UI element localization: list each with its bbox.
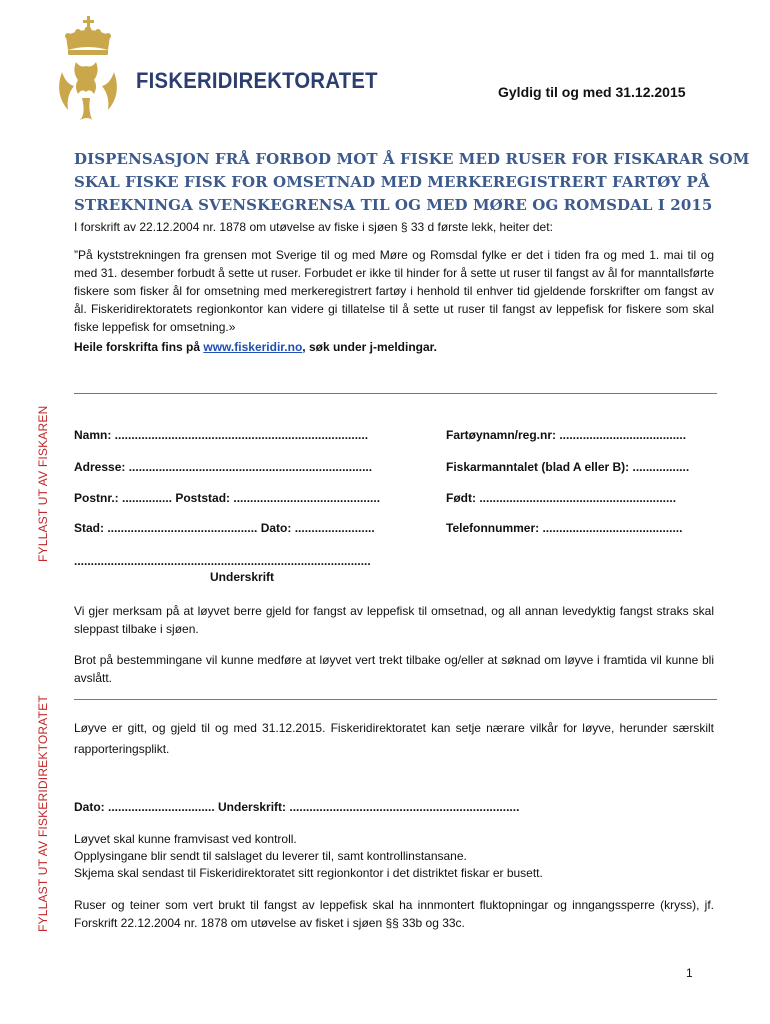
valid-until: Gyldig til og med 31.12.2015 xyxy=(498,84,686,100)
regulation-link-line xyxy=(74,338,714,356)
page-number: 1 xyxy=(686,966,693,980)
born-field[interactable]: Født: ........................................................... xyxy=(446,491,677,505)
section-divider-bottom xyxy=(74,699,717,700)
register-field[interactable]: Fiskarmanntalet (blad A eller B): ................. xyxy=(446,460,690,474)
notice-lumpfish: Vi gjer merksam på at løyvet berre gjeld for fangst av leppefisk til omsetnad, og all annan levedyktig fangst straks skal sleppast tilbake i sjøen. xyxy=(74,604,714,636)
traps-requirement: Ruser og teiner som vert brukt til fangst av leppefisk skal ha innmontert fluktopningar og inngangssperre (kryss), jf. Forskrift 22.12.2004 nr. 1878 om utøvelse av fisket i sjøen §§ 33b og 33c. xyxy=(74,898,714,930)
phone-field[interactable]: Telefonnummer: .......................................... xyxy=(446,521,683,535)
address-field[interactable]: Adresse: ......................................................................... xyxy=(74,460,373,474)
title-line-1: DISPENSASJON FRÅ FORBOD MOT Å FISKE MED RUSER FOR FISKARAR SOM xyxy=(74,150,750,168)
regulation-intro: I forskrift av 22.12.2004 nr. 1878 om utøvelse av fiske i sjøen § 33 d første lekk, heiter det: xyxy=(74,220,553,234)
brand-name: FISKERIDIREKTORATET xyxy=(136,68,378,93)
document-title xyxy=(74,148,750,217)
title-line-2: SKAL FISKE FISK FOR OMSETNAD MED MERKEREGISTRERT FARTØY PÅ xyxy=(74,173,710,191)
directorate-side-label: FYLLAST UT AV FISKERIDIREKTORATET xyxy=(36,695,50,932)
place-date-field[interactable]: Stad: ............................................. Dato: ........................ xyxy=(74,521,375,535)
section-divider-top xyxy=(74,393,717,394)
signature-line[interactable]: ......................................................................................... xyxy=(74,554,371,568)
fiskeridir-link[interactable]: www.fiskeridir.no xyxy=(203,340,303,354)
info-line: Opplysingane blir sendt til salslaget du leverer til, samt kontrollinstansane. xyxy=(74,849,467,863)
control-line: Løyvet skal kunne framvisast ved kontroll. xyxy=(74,832,297,846)
postnr-field[interactable]: Postnr.: ............... Poststad: ............................................ xyxy=(74,491,381,505)
directorate-date-signature[interactable]: Dato: ................................ Underskrift: ..................................................................... xyxy=(74,800,520,814)
vessel-field[interactable]: Fartøynamn/reg.nr: ...................................... xyxy=(446,428,687,442)
regulation-quote: ”På kyststrekningen fra grensen mot Sverige til og med Møre og Romsdal fylke er det i tiden fra og med 1. mai til og med 31. desember forbudt å sette ut ruser. Forbudet er ikke til hinder for å sette ut ruser til fangst av ål for manntallsførte fiskere som fisker ål for omsetning med merkeregistrert fartøy i henhold til enhver tid gjeldende forskrifter om fangst av ål. Fiskeridirektoratets regionkontor kan videre gi tillatelse til å sette ut ruser til fangst av leppefisk for fiskere som skal fiske leppefisk for omsetning.» xyxy=(74,248,714,334)
permit-text: Løyve er gitt, og gjeld til og med 31.12.2015. Fiskeridirektoratet kan setje nærare vilkår for løyve, herunder særskilt rapporteringsplikt. xyxy=(74,721,714,756)
title-line-3: STREKNINGA SVENSKEGRENSA TIL OG MED MØRE OG ROMSDAL I 2015 xyxy=(74,196,713,214)
fisher-side-label: FYLLAST UT AV FISKAREN xyxy=(36,405,50,562)
send-line: Skjema skal sendast til Fiskeridirektoratet sitt regionkontor i det distriktet fiskar er busett. xyxy=(74,866,543,880)
name-field[interactable]: Namn: ............................................................................ xyxy=(74,428,369,442)
link-suffix: , søk under j-meldingar. xyxy=(302,340,437,354)
notice-violation: Brot på bestemmingane vil kunne medføre at løyvet vert trekt tilbake og/eller at søknad om løyve i framtida vil kunne bli avslått. xyxy=(74,653,714,685)
link-prefix: Heile forskrifta fins på xyxy=(74,340,204,354)
signature-label: Underskrift xyxy=(210,570,275,584)
